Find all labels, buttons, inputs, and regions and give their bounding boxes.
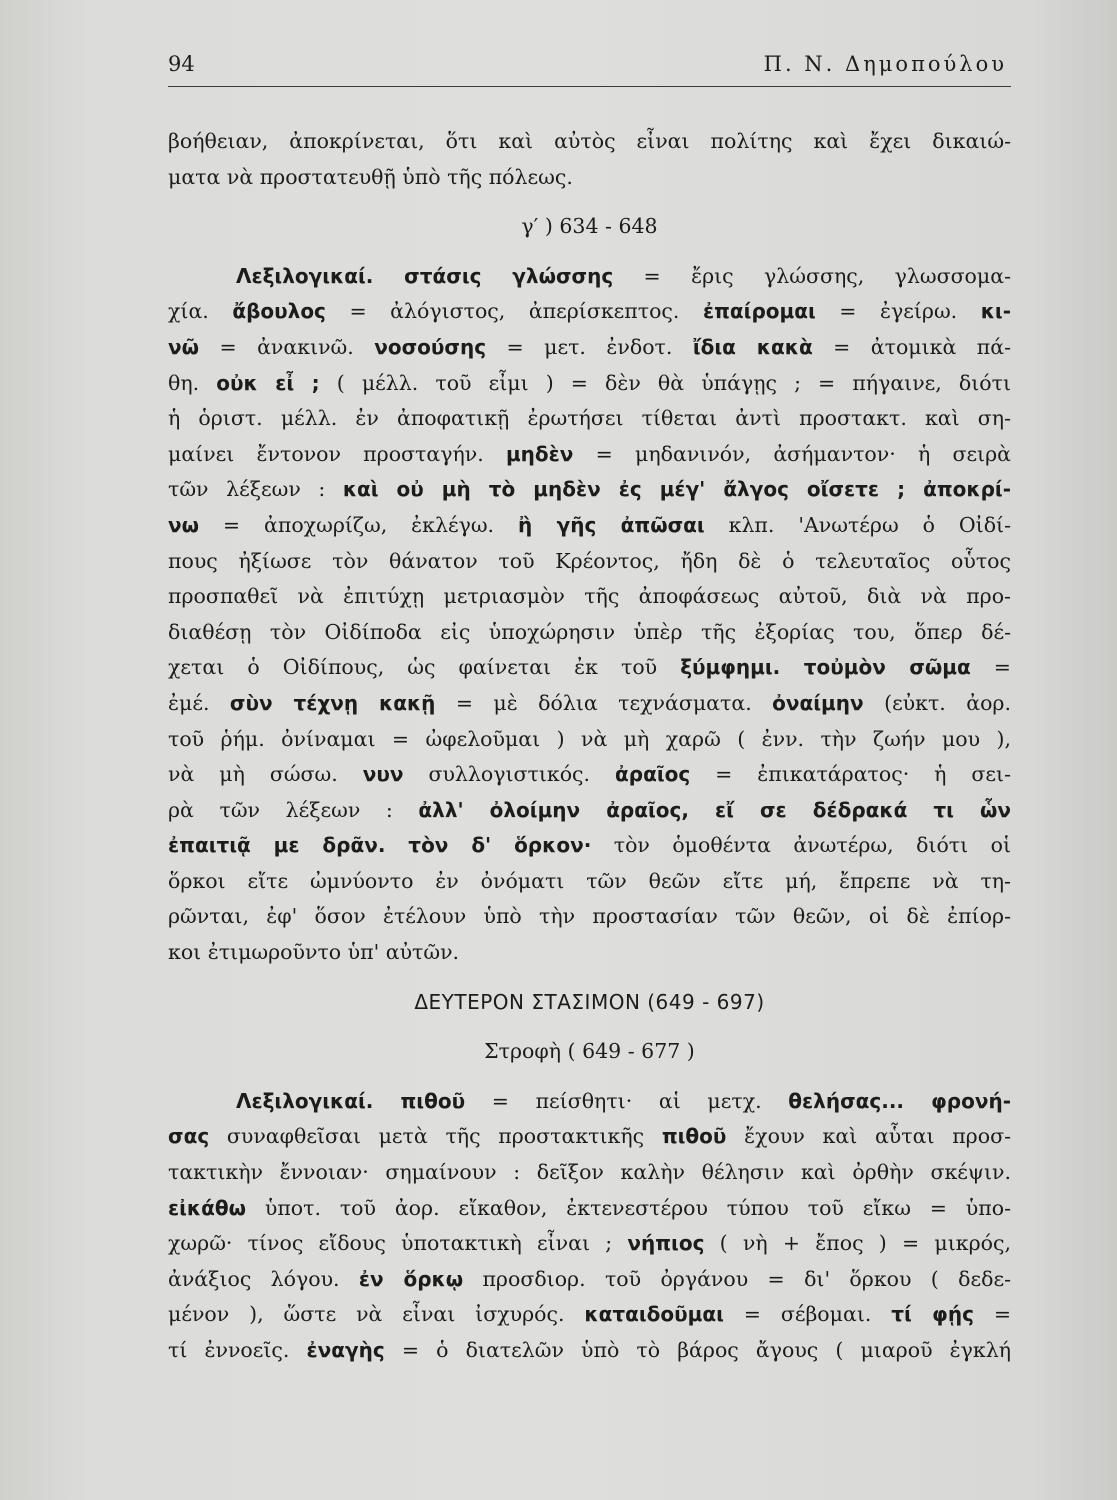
- text-line: ἀνάξιος λόγου. ἐν ὅρκῳ προσδιορ. τοῦ ὀργάνου = δι' ὅρκου ( δεδε-: [168, 1266, 1011, 1291]
- text-line: νω = ἀποχωρίζω, ἐκλέγω. ἢ γῆς ἀπῶσαι κλπ. 'Ανωτέρω ὁ Οἰδί-: [168, 512, 1012, 537]
- text-line: ἐπαιτιᾷ με δρᾶν. τὸν δ' ὅρκον· τὸν ὁμοθέντα ἀνωτέρω, διότι οἱ: [168, 833, 1011, 858]
- text-line: χωρῶ· τίνος εἴδους ὑποτακτικὴ εἶναι ; νήπιος ( νὴ + ἔπος ) = μικρός,: [168, 1231, 1011, 1256]
- stasimon-notes: [168, 1084, 1011, 1369]
- text-line: ματα νὰ προστατευθῇ ὑπὸ τῆς πόλεως.: [168, 164, 573, 189]
- text-line: νὰ μὴ σώσω. νυν συλλογιστικός. ἀραῖος = ἐπικατάρατος· ἡ σει-: [168, 762, 1011, 787]
- text-line: ὅρκοι εἴτε ὠμνύοντο ἐν ὀνόματι τῶν θεῶν εἴτε μή, ἔπρεπε νὰ τη-: [168, 868, 1011, 893]
- text-line: ρὰ τῶν λέξεων : ἀλλ' ὀλοίμην ἀραῖος, εἴ σε δέδρακά τι ὧν: [168, 797, 1012, 822]
- text-line: τῶν λέξεων : καὶ οὐ μὴ τὸ μηδὲν ἐς μέγ' ἄλγος οἴσετε ; ἀποκρί-: [168, 477, 1011, 502]
- text-line: ἡ ὁριστ. μέλλ. ἐν ἀποφατικῇ ἐρωτήσει τίθεται ἀντὶ προστακτ. καὶ ση-: [168, 406, 1011, 431]
- text-line: προσπαθεῖ νὰ ἐπιτύχῃ μετριασμὸν τῆς ἀποφάσεως αὐτοῦ, διὰ νὰ προ-: [168, 584, 1011, 609]
- text-line: Λεξιλογικαί. στάσις γλώσσης = ἔρις γλώσσης, γλωσσομα-: [236, 263, 1011, 288]
- text-line: τοῦ ῥήμ. ὀνίναμαι = ὠφελοῦμαι ) νὰ μὴ χαρῶ ( ἐνν. τὴν ζωήν μου ),: [168, 726, 1011, 751]
- text-line: πους ἠξίωσε τὸν θάνατον τοῦ Κρέοντος, ἤδη δὲ ὁ τελευταῖος οὗτος: [168, 548, 1011, 573]
- text-line: σας συναφθεῖσαι μετὰ τῆς προστακτικῆς πιθοῦ ἔχουν καὶ αὗται προσ-: [168, 1124, 1011, 1149]
- text-line: ρῶνται, ἐφ' ὅσον ἐτέλουν ὑπὸ τὴν προστασίαν τῶν θεῶν, οἱ δὲ ἐπίορ-: [168, 904, 1011, 929]
- text-line: εἰκάθω ὑποτ. τοῦ ἀορ. εἴκαθον, ἐκτενεστέρου τύπου τοῦ εἴκω = ὑπο-: [168, 1195, 1011, 1220]
- page-number: 94: [168, 52, 195, 76]
- text-line: διαθέσῃ τὸν Οἰδίποδα εἰς ὑποχώρησιν ὑπὲρ τῆς ἐξορίας του, ὅπερ δέ-: [168, 619, 1011, 644]
- text-line: Λεξιλογικαί. πιθοῦ = πείσθητι· αἱ μετχ. θελήσας... φρονή-: [236, 1088, 1011, 1113]
- stasimon-title: ΔΕΥΤΕΡΟΝ ΣΤΑΣΙΜΟΝ (649 - 697): [414, 989, 765, 1014]
- page-body: [168, 124, 1011, 1369]
- strophe-subtitle: Στροφὴ ( 649 - 677 ): [484, 1039, 695, 1064]
- text-line: χία. ἄβουλος = ἀλόγιστος, ἀπερίσκεπτος. ἐπαίρομαι = ἐγείρω. κι-: [168, 299, 1012, 324]
- text-line: μαίνει ἔντονον προσταγήν. μηδὲν = μηδανινόν, ἀσήμαντον· ἡ σειρὰ: [168, 441, 1011, 466]
- text-line: νῶ = ἀνακινῶ. νοσούσης = μετ. ἐνδοτ. ἴδια κακὰ = ἀτομικὰ πά-: [168, 334, 1011, 359]
- text-line: κοι ἐτιμωροῦντο ὑπ' αὐτῶν.: [168, 940, 460, 965]
- text-line: χεται ὁ Οἰδίπους, ὡς φαίνεται ἐκ τοῦ ξύμφημι. τοὐμὸν σῶμα =: [168, 655, 1011, 680]
- text-line: βοήθειαν, ἀποκρίνεται, ὅτι καὶ αὐτὸς εἶναι πολίτης καὶ ἔχει δικαιώ-: [168, 129, 1011, 153]
- page-header: [168, 52, 1011, 87]
- text-line: θη. οὐκ εἶ ; ( μέλλ. τοῦ εἶμι ) = δὲν θὰ ὑπάγῃς ; = πήγαινε, διότι: [168, 370, 1011, 395]
- text-line: ἐμέ. σὺν τέχνῃ κακῇ = μὲ δόλια τεχνάσματα. ὀναίμην (εὐκτ. ἀορ.: [168, 690, 1011, 715]
- text-line: μένον ), ὥστε νὰ εἶναι ἰσχυρός. καταιδοῦμαι = σέβομαι. τί φῄς =: [168, 1302, 1011, 1327]
- section-g-notes: [168, 259, 1011, 971]
- text-line: τί ἐννοεῖς. ἐναγὴς = ὁ διατελῶν ὑπὸ τὸ βάρος ἄγους ( μιαροῦ ἐγκλή: [168, 1338, 1011, 1362]
- section-heading: γ′ ) 634 - 648: [521, 214, 658, 239]
- text-line: τακτικὴν ἔννοιαν· σημαίνουν : δεῖξον καλὴν θέλησιν καὶ ὀρθὴν σκέψιν.: [168, 1160, 1011, 1185]
- running-head-author: Π. Ν. Δημοπούλου: [763, 52, 1007, 76]
